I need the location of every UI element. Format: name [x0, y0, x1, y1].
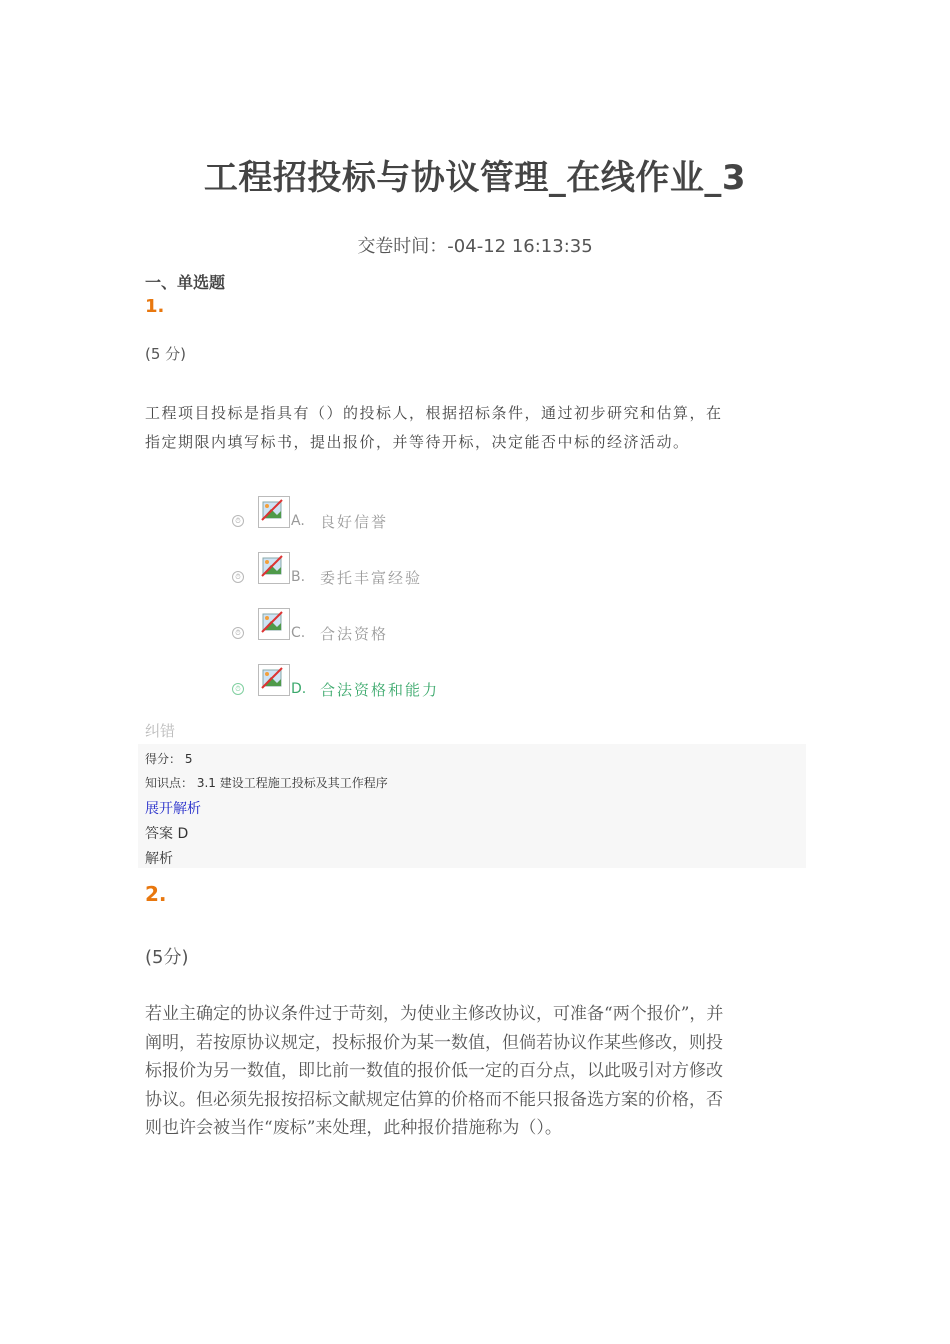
- correction-link[interactable]: 纠错: [145, 722, 176, 740]
- question-1-number: 1.: [145, 296, 165, 317]
- answer-info-box: [138, 744, 806, 868]
- option-text: 良好信誉: [320, 513, 389, 531]
- radio-icon[interactable]: ⏱: [232, 571, 244, 583]
- submit-time: 交卷时间：-04-12 16:13:35: [357, 236, 593, 257]
- option-letter: B.: [291, 569, 306, 585]
- radio-icon[interactable]: ⏱: [232, 515, 244, 527]
- option-letter: D.: [291, 681, 307, 697]
- broken-image-icon: [258, 664, 290, 696]
- broken-image-icon: [258, 552, 290, 584]
- question-2-stem: 若业主确定的协议条件过于苛刻，为使业主修改协议，可准备“两个报价”，并阐明，若按原协议规定，投标报价为某一数值，但倘若协议作某些修改，则投标报价为另一数值，即比前一数值的报价低一定的百分点，以此吸引对方修改协议。但必须先报按招标文献规定估算的价格而不能只报备选方案的价格，否则也许会被当作“废标”来处理，此种报价措施称为（）。: [145, 1004, 724, 1139]
- question-1-score: (5 分): [145, 345, 187, 363]
- question-2-score: (5分): [145, 947, 189, 968]
- broken-image-icon: [258, 496, 290, 528]
- knowledge-point: 知识点： 3.1 建设工程施工投标及其工作程序: [145, 776, 388, 790]
- question-2-number: 2.: [145, 882, 167, 906]
- option-letter: C.: [291, 625, 306, 641]
- broken-image-icon: [258, 608, 290, 640]
- radio-icon[interactable]: ⏱: [232, 627, 244, 639]
- score-line: 得分： 5: [145, 752, 193, 766]
- expand-analysis-link[interactable]: 展开解析: [145, 801, 201, 817]
- answer-text: 答案 D: [145, 826, 189, 842]
- option-text: 合法资格: [320, 625, 389, 643]
- option-text: 合法资格和能力: [320, 681, 440, 699]
- option-text: 委托丰富经验: [320, 569, 423, 587]
- page-title: 工程招投标与协议管理_在线作业_3: [203, 158, 747, 198]
- analysis-label: 解析: [145, 851, 173, 867]
- radio-icon[interactable]: ⏱: [232, 683, 244, 695]
- question-1-stem: 工程项目投标是指具有（）的投标人，根据招标条件，通过初步研究和估算，在指定期限内填写标书，提出报价，并等待开标，决定能否中标的经济活动。: [145, 404, 723, 451]
- section-title: 一、单选题: [145, 273, 226, 292]
- option-letter: A.: [291, 513, 305, 529]
